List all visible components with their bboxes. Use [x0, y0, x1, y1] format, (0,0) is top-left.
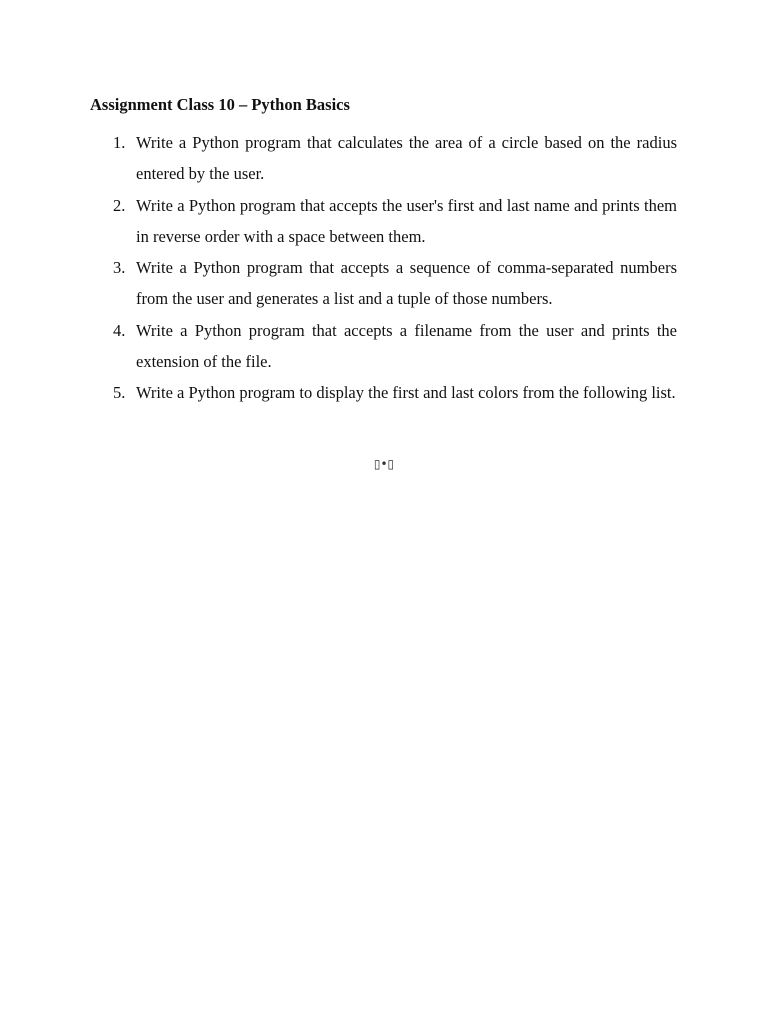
task-item-3: [90, 252, 677, 315]
task-number: 4.: [113, 320, 126, 340]
task-item-1: [90, 127, 677, 190]
task-text: Write a Python program to display the first and last colors from the following list.: [136, 383, 676, 403]
task-number: 5.: [113, 383, 126, 403]
task-text: Write a Python program that accepts a filename from the user and prints the extension of the file.: [136, 320, 677, 372]
task-number: 2.: [113, 195, 126, 215]
task-item-4: [90, 315, 677, 378]
footer-mark: ▯•▯: [373, 457, 395, 471]
task-text: Write a Python program that accepts a sequence of comma-separated numbers from the user and generates a list and a tuple of those numbers.: [136, 258, 677, 309]
task-list: [90, 127, 677, 409]
task-item-5: [90, 377, 677, 408]
task-text: Write a Python program that calculates the area of a circle based on the radius entered by the user.: [136, 133, 677, 184]
page-title: Assignment Class 10 – Python Basics: [90, 95, 350, 114]
task-number: 1.: [113, 133, 126, 152]
task-number: 3.: [113, 258, 126, 278]
task-text: Write a Python program that accepts the user's first and last name and prints them in reverse order with a space between them.: [136, 195, 677, 246]
task-item-2: [90, 190, 677, 253]
